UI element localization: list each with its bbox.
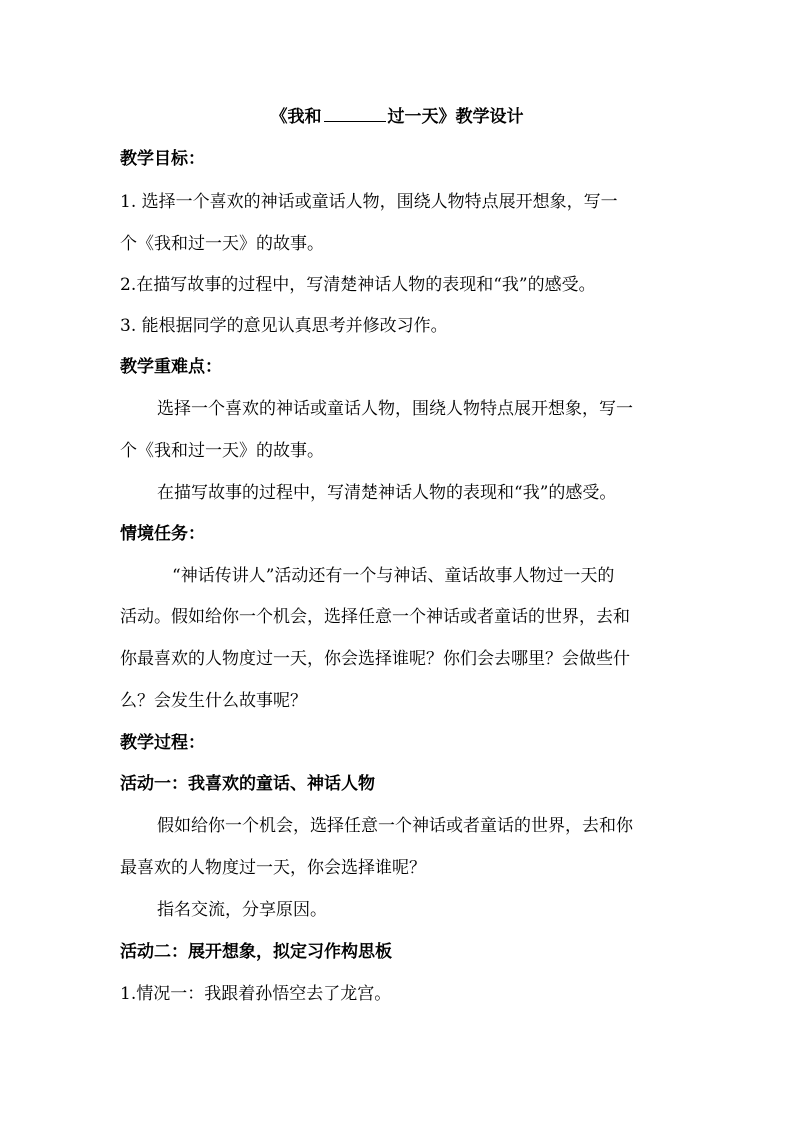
title-blank-line [324,107,386,122]
document-title [0,105,794,129]
key-point-1-line-1: 选择一个喜欢的神话或童话人物，围绕人物特点展开想象，写一 [157,399,633,419]
task-heading: 情境任务： [120,524,205,544]
task-line-2: 活动。假如给你一个机会，选择任意一个神话或者童话的世界，去和 [120,607,630,627]
task-line-1: “神话传讲人”活动还有一个与神话、童话故事人物过一天的 [172,566,615,586]
title-right: 过一天》教学设计 [387,107,524,127]
activity-1-line-2: 最喜欢的人物度过一天，你会选择谁呢？ [120,858,426,878]
activity-1-line-3: 指名交流，分享原因。 [157,900,327,920]
task-line-4: 么？会发生什么故事呢？ [120,691,307,711]
key-points-heading: 教学重难点： [120,357,222,377]
activity-2-heading: 活动二：展开想象，拟定习作构思板 [120,942,392,962]
goal-1-line-2: 个《我和过一天》的故事。 [120,234,324,254]
process-heading: 教学过程： [120,733,205,753]
key-point-2: 在描写故事的过程中，写清楚神话人物的表现和“我”的感受。 [157,483,617,503]
task-line-3: 你最喜欢的人物度过一天，你会选择谁呢？你们会去哪里？会做些什 [120,649,630,669]
activity-1-heading: 活动一：我喜欢的童话、神话人物 [120,774,375,794]
activity-1-line-1: 假如给你一个机会，选择任意一个神话或者童话的世界，去和你 [157,816,633,836]
goal-2: 2.在描写故事的过程中，写清楚神话人物的表现和“我”的感受。 [120,275,596,295]
goal-3: 3. 能根据同学的意见认真思考并修改习作。 [120,316,448,336]
activity-2-item-1: 1.情况一：我跟着孙悟空去了龙宫。 [120,984,392,1004]
key-point-1-line-2: 个《我和过一天》的故事。 [120,441,324,461]
goal-1-line-1: 1. 选择一个喜欢的神话或童话人物，围绕人物特点展开想象，写一 [120,192,618,212]
title-left: 《我和 [270,107,322,127]
goals-heading: 教学目标： [120,149,205,169]
